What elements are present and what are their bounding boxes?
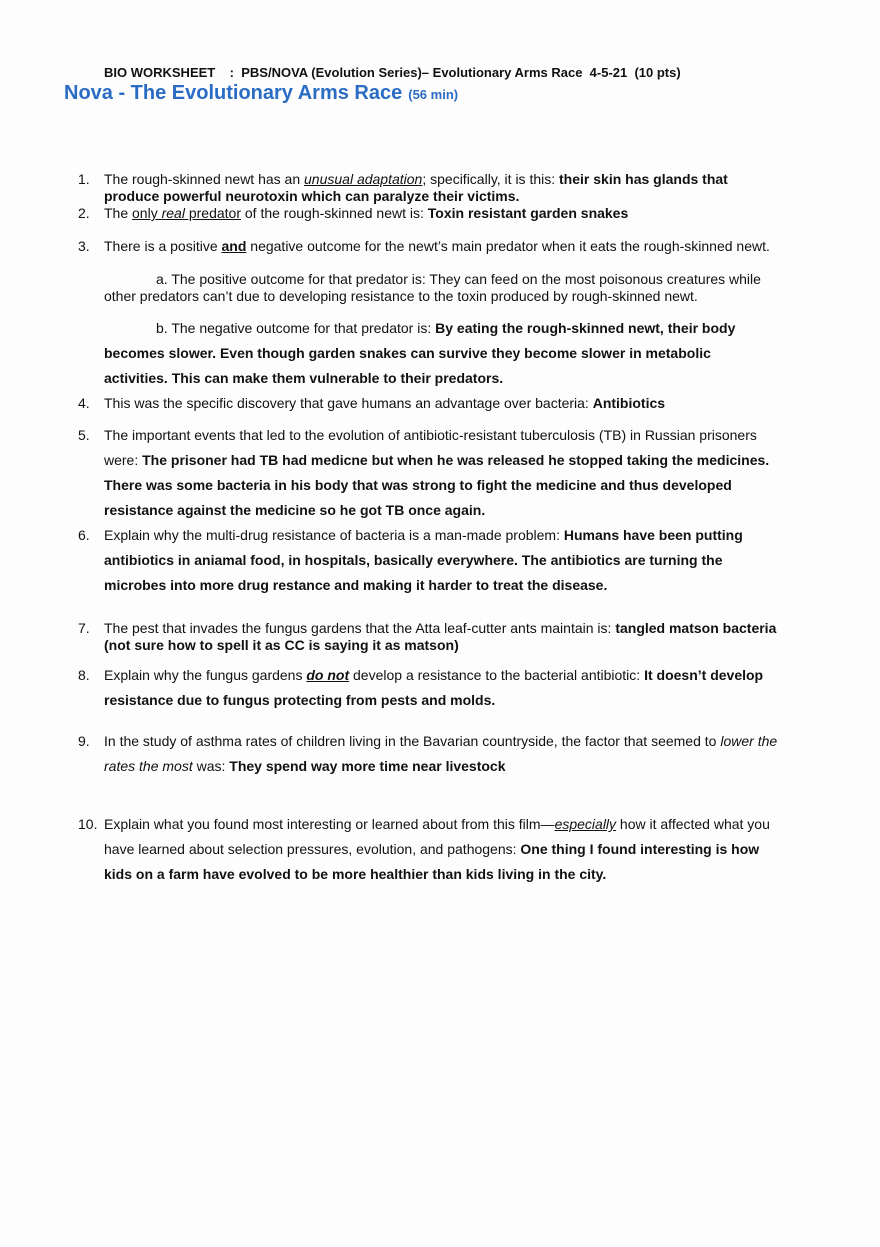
answer-text: They spend way more time near livestock [229,758,506,774]
question-6 [78,523,778,598]
prompt-text: In the study of asthma rates of children living in the Bavarian countryside, the factor that seemed to [104,733,721,749]
prompt-text: negative outcome for the newt’s main predator when it eats the rough-skinned newt. [246,238,770,254]
prompt-text: The pest that invades the fungus gardens that the Atta leaf-cutter ants maintain is: [104,620,616,636]
title-duration: (56 min) [408,87,459,102]
prompt-emphasis: predator [184,205,241,221]
answer-text: By eating the rough-skinned newt, their body becomes slower. Even though garden snakes can survive they become slower in metabolic activities. This can make them vulnerable to their predators. [104,320,736,386]
question-text [104,663,778,713]
question-number: 1. [78,171,90,187]
prompt-emphasis: real [161,205,185,221]
prompt-text: The rough-skinned newt has an [104,171,305,187]
question-text [104,523,778,598]
question-text [104,812,778,887]
question-text [104,238,778,255]
answer-text: One thing I found interesting is how kids on a farm have evolved to be more healthier than kids living in the city. [104,841,760,882]
question-number: 3. [78,238,90,254]
title-text: Nova - The Evolutionary Arms Race [64,82,403,104]
part-b-text [104,316,778,391]
question-5 [78,423,778,523]
question-9 [78,729,778,779]
question-number: 4. [78,395,90,411]
question-number: 9. [78,733,90,749]
question-3 [78,238,778,255]
question-10 [78,812,778,887]
prompt-emphasis: only [132,205,162,221]
question-8 [78,663,778,713]
part-a-text: a. The positive outcome for that predator is: They can feed on the most poisonous creatures while other predators can’t due to developing resistance to the toxin produced by rough-skinned newt. [104,271,761,304]
prompt-emphasis: lower the rates the most [104,733,778,774]
prompt-emphasis: do not [306,667,350,683]
question-number: 2. [78,205,90,221]
question-number: 10. [78,816,98,832]
prompt-text: Explain why the multi-drug resistance of bacteria is a man-made problem: [104,527,564,543]
prompt-emphasis: and [221,238,247,254]
prompt-text: how it affected what you have learned about selection pressures, evolution, and pathogens: [104,816,770,857]
answer-text: their skin has glands that produce powerful neurotoxin which can paralyze their victims. [104,171,728,204]
worksheet-header: BIO WORKSHEET : PBS/NOVA (Evolution Series)– Evolutionary Arms Race 4-5-21 (10 pts) [104,65,681,80]
answer-text: Antibiotics [592,395,666,411]
question-1 [78,171,778,205]
question-2 [78,205,778,222]
prompt-text: was: [192,758,230,774]
question-text [104,620,778,654]
question-number: 5. [78,427,90,443]
question-7 [78,620,778,654]
question-text [104,205,778,222]
prompt-text: The important events that led to the evolution of antibiotic-resistant tuberculosis (TB) in Russian prisoners were: [104,427,757,468]
question-number: 7. [78,620,90,636]
prompt-text: Explain why the fungus gardens [104,667,307,683]
prompt-text: Explain what you found most interesting or learned about from this film— [104,816,555,832]
answer-text: Toxin resistant garden snakes [427,205,629,221]
page-title [64,82,458,105]
prompt-text: This was the specific discovery that gave humans an advantage over bacteria: [104,395,593,411]
question-number: 6. [78,527,90,543]
answer-text: tangled matson bacteria (not sure how to spell it as CC is saying it as matson) [104,620,777,653]
prompt-emphasis: especially [554,816,617,832]
question-number: 8. [78,667,90,683]
answer-text: It doesn’t develop resistance due to fungus protecting from pests and molds. [104,667,764,708]
prompt-text: ; specifically, it is this: [422,171,560,187]
prompt-text: develop a resistance to the bacterial antibiotic: [349,667,645,683]
question-3-part-a [78,271,778,305]
question-text [104,729,778,779]
question-text [104,171,778,205]
answer-text: Humans have been putting antibiotics in aniamal food, in hospitals, basically everywhere. The antibiotics are turning the microbes into more drug restance and making it harder to treat the disease. [104,527,743,593]
question-4 [78,395,778,412]
answer-text: The prisoner had TB had medicne but when he was released he stopped taking the medicines. There was some bacteria in his body that was strong to fight the medicine and thus developed resistance against the medicine so he got TB once again. [104,452,770,518]
prompt-text: The [104,205,133,221]
prompt-text: b. The negative outcome for that predator is: [156,320,436,336]
question-3-part-b [78,316,778,391]
question-text [104,423,778,523]
prompt-text: There is a positive [104,238,222,254]
question-text [104,395,778,412]
prompt-emphasis: unusual adaptation [304,171,423,187]
prompt-text: of the rough-skinned newt is: [241,205,428,221]
